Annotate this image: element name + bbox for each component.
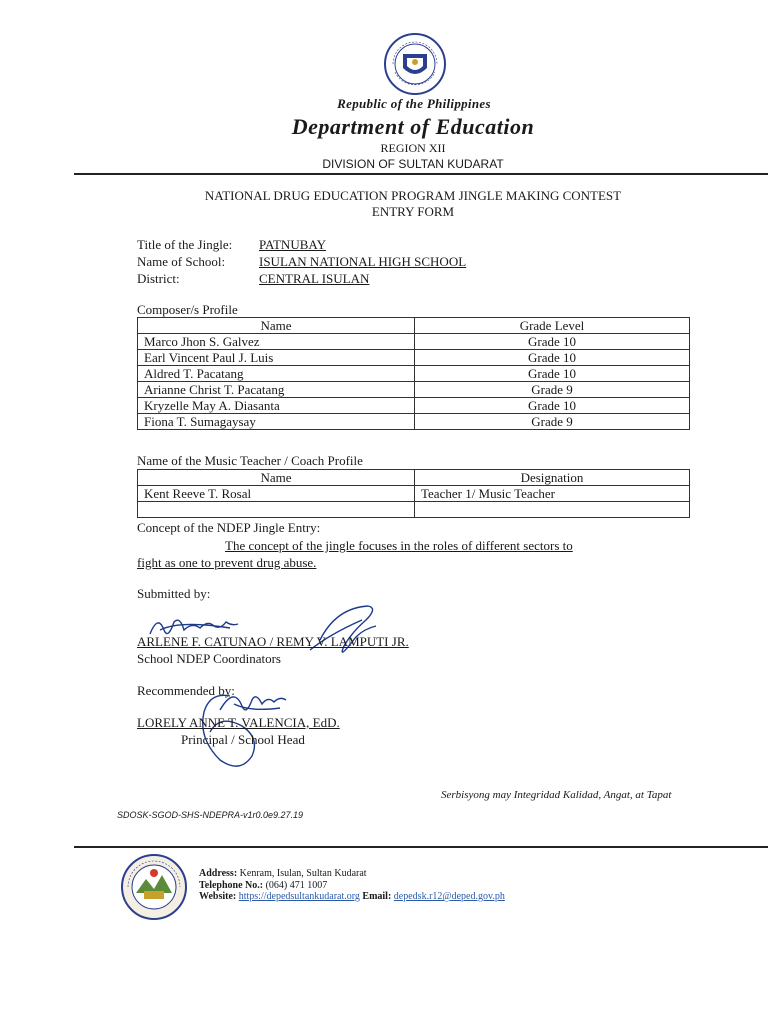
- composer-name: Marco Jhon S. Galvez: [138, 334, 415, 350]
- principal-name: LORELY ANNE T. VALENCIA, EdD.: [137, 715, 340, 730]
- concept-line-2: fight as one to prevent drug abuse.: [137, 555, 317, 570]
- col-header-name: Name: [138, 318, 415, 334]
- principal-role: Principal / School Head: [181, 732, 305, 747]
- composers-header-row: [138, 318, 690, 334]
- contest-title-line: NATIONAL DRUG EDUCATION PROGRAM JINGLE MAKING CONTEST: [204, 188, 622, 203]
- submitted-by-label: Submitted by:: [137, 586, 211, 601]
- teacher-heading: Name of the Music Teacher / Coach Profile: [137, 453, 363, 468]
- empty-cell: [415, 502, 690, 518]
- composers-table: [137, 317, 690, 430]
- footer-divider: [74, 846, 768, 848]
- recommended-by-label: Recommended by:: [137, 683, 235, 698]
- department-heading: Department of Education: [291, 114, 535, 139]
- teacher-name: Kent Reeve T. Rosal: [138, 486, 415, 502]
- composer-grade: Grade 10: [415, 350, 690, 366]
- composer-name: Earl Vincent Paul J. Luis: [138, 350, 415, 366]
- contest-title: [0, 188, 768, 220]
- republic-heading: Republic of the Philippines: [337, 96, 491, 111]
- table-row: [138, 334, 690, 350]
- address-value: Kenram, Isulan, Sultan Kudarat: [239, 868, 367, 879]
- teacher-table: [137, 469, 690, 518]
- composer-grade: Grade 10: [415, 398, 690, 414]
- teacher-designation: Teacher 1/ Music Teacher: [415, 486, 690, 502]
- composer-name: Kryzelle May A. Diasanta: [138, 398, 415, 414]
- email-link[interactable]: depedsk.r12@deped.gov.ph: [393, 891, 505, 902]
- email-label: Email:: [362, 891, 392, 902]
- coordinators-names: ARLENE F. CATUNAO / REMY V. LAMPUTI JR.: [137, 634, 409, 649]
- document-code: SDOSK-SGOD-SHS-NDEPRA-v1r0.0e9.27.19: [117, 810, 304, 820]
- table-row: [138, 398, 690, 414]
- website-label: Website:: [199, 891, 237, 902]
- col-header-grade: Grade Level: [415, 318, 690, 334]
- composer-name: Arianne Christ T. Pacatang: [138, 382, 415, 398]
- table-row: [138, 382, 690, 398]
- jingle-title-value: PATNUBAY: [259, 237, 326, 252]
- footer-address: [199, 868, 367, 880]
- header-divider: [74, 173, 768, 175]
- col-header-designation: Designation: [415, 470, 690, 486]
- coordinators-role: School NDEP Coordinators: [137, 651, 281, 666]
- composer-name: Fiona T. Sumagaysay: [138, 414, 415, 430]
- phone-label: Telephone No.:: [199, 880, 264, 891]
- school-name-value: ISULAN NATIONAL HIGH SCHOOL: [259, 254, 467, 269]
- table-row: [138, 350, 690, 366]
- website-link[interactable]: https://depedsultankudarat.org: [238, 891, 360, 902]
- table-row: [138, 366, 690, 382]
- table-row: [138, 414, 690, 430]
- empty-cell: [138, 502, 415, 518]
- district-label: District:: [137, 271, 180, 286]
- composer-grade: Grade 9: [415, 414, 690, 430]
- jingle-title-label: Title of the Jingle:: [137, 237, 233, 252]
- composer-name: Aldred T. Pacatang: [138, 366, 415, 382]
- composer-grade: Grade 9: [415, 382, 690, 398]
- deped-seal-logo: [383, 32, 447, 96]
- teacher-header-row: [138, 470, 690, 486]
- address-label: Address:: [199, 868, 238, 879]
- col-header-teacher-name: Name: [138, 470, 415, 486]
- deped-motto: Serbisyong may Integridad Kalidad, Angat, at Tapat: [441, 789, 672, 801]
- table-row-empty: [138, 502, 690, 518]
- school-name-label: Name of School:: [137, 254, 226, 269]
- district-value: CENTRAL ISULAN: [259, 271, 370, 286]
- division-heading: DIVISION OF SULTAN KUDARAT: [322, 157, 504, 171]
- composer-grade: Grade 10: [415, 334, 690, 350]
- phone-value: (064) 471 1007: [265, 880, 328, 891]
- form-title-line: ENTRY FORM: [371, 204, 455, 219]
- composers-heading: Composer/s Profile: [137, 302, 238, 317]
- footer-web: [199, 891, 505, 903]
- table-row: [138, 486, 690, 502]
- division-seal-logo: [120, 853, 188, 921]
- concept-heading: Concept of the NDEP Jingle Entry:: [137, 520, 321, 535]
- composer-grade: Grade 10: [415, 366, 690, 382]
- concept-line-1: The concept of the jingle focuses in the roles of different sectors to: [225, 538, 573, 553]
- region-heading: REGION XII: [380, 141, 446, 155]
